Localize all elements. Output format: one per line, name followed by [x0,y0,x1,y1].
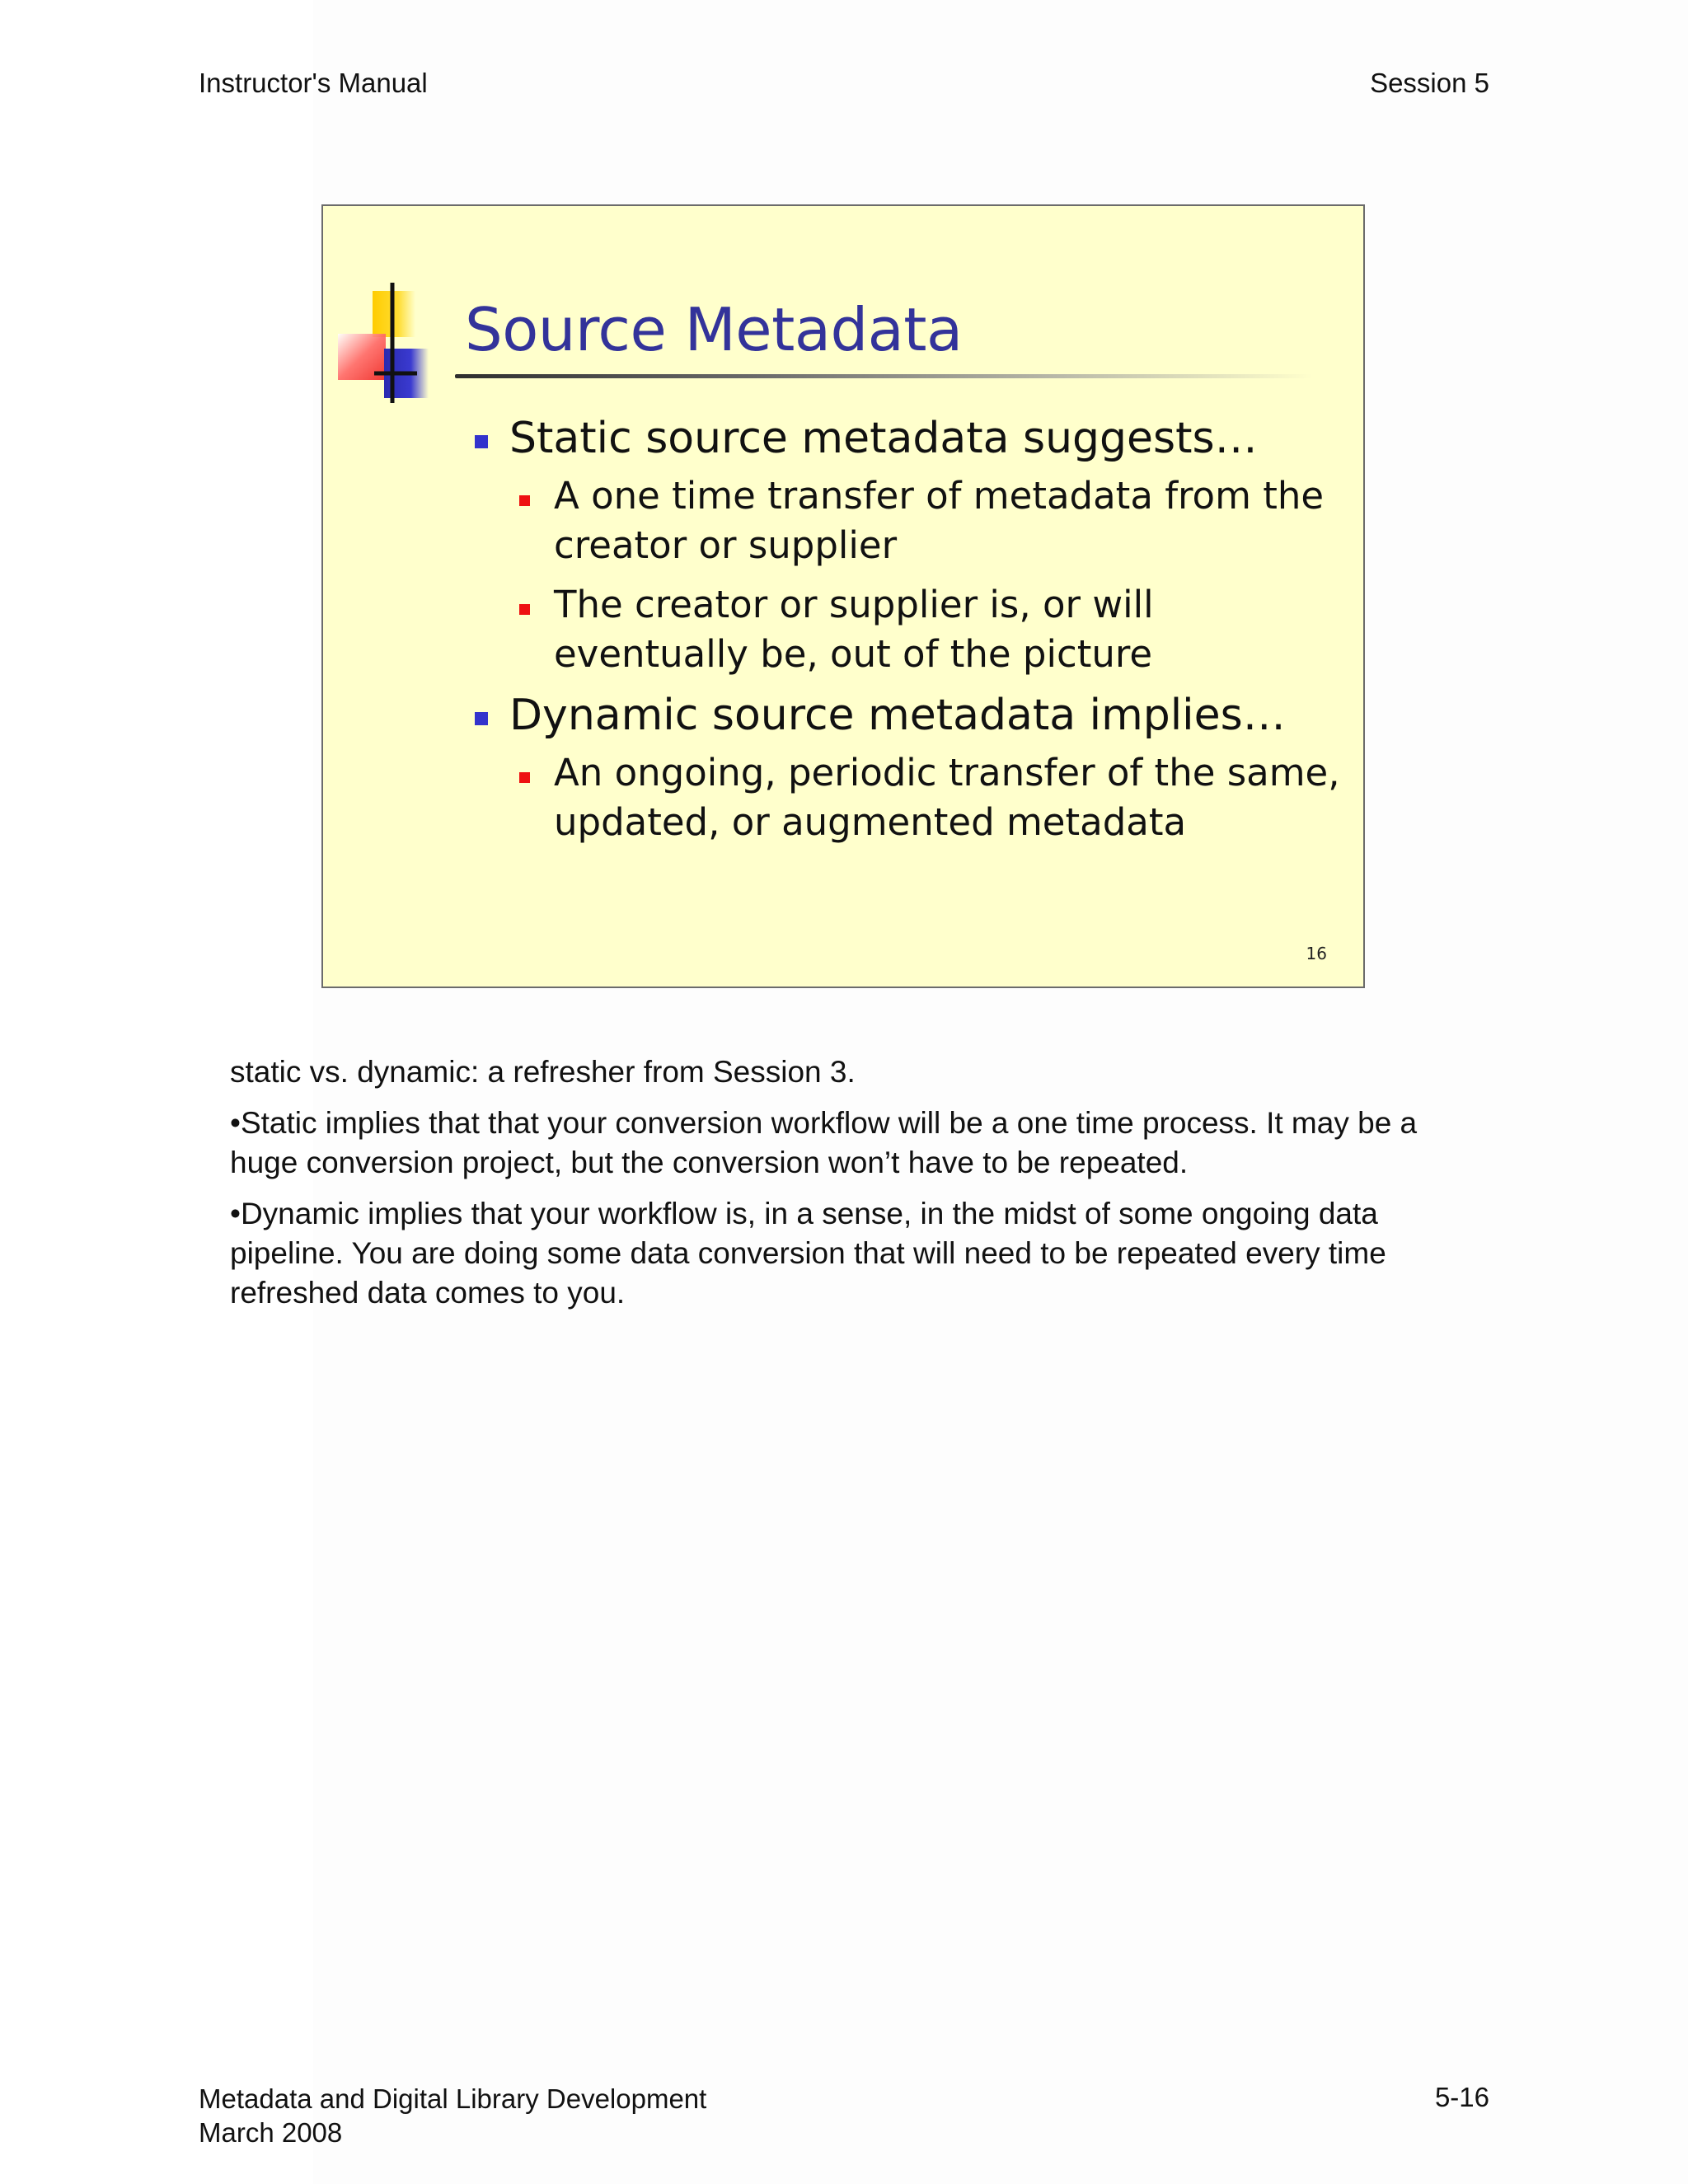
sub-bullet-text: An ongoing, periodic transfer of the same, updated, or augmented metadata [554,751,1340,844]
bullet-level2 [516,580,1345,679]
title-underline [455,374,1312,378]
red-square-bullet-icon [519,604,530,615]
footer-date: March 2008 [199,2117,343,2148]
header-manual-title: Instructor's Manual [199,68,428,98]
footer-page-number: 5-16 [1434,2082,1489,2112]
notes-paragraph: •Static implies that that your conversion workflow will be a one time process. It may be a huge conversion project, but the conversion won’t have to be repeated. [230,1106,1418,1179]
bullet-level2 [516,748,1345,847]
sub-bullet-text: The creator or supplier is, or will eventually be, out of the picture [554,583,1154,676]
bullet-level2 [516,471,1345,570]
bullet-text: Dynamic source metadata implies… [509,691,1286,740]
notes-paragraph: •Dynamic implies that your workflow is, in a sense, in the midst of some ongoing data pipeline. You are doing some data conversion that will need to be repeated every time refreshed data comes to you. [230,1197,1386,1310]
bullet-level1 [471,689,1345,742]
bullet-text: Static source metadata suggests… [509,414,1258,463]
slide-title: Source Metadata [465,295,963,364]
sub-bullet-text: A one time transfer of metadata from the creator or supplier [554,474,1325,567]
blue-square-bullet-icon [475,435,488,448]
slide-number: 16 [1306,944,1327,963]
slide [321,204,1365,988]
footer-course [199,2082,706,2149]
slide-bullet-list [471,412,1345,857]
speaker-notes [230,1052,1491,1324]
notes-paragraph: static vs. dynamic: a refresher from Session 3. [230,1055,856,1089]
header-session: Session 5 [1370,68,1489,98]
red-square-bullet-icon [519,495,530,506]
bullet-level1 [471,412,1345,465]
slide-logo-icon [338,283,429,403]
blue-square-bullet-icon [475,712,488,725]
footer-course-title: Metadata and Digital Library Development [199,2083,707,2114]
red-square-bullet-icon [519,772,530,783]
